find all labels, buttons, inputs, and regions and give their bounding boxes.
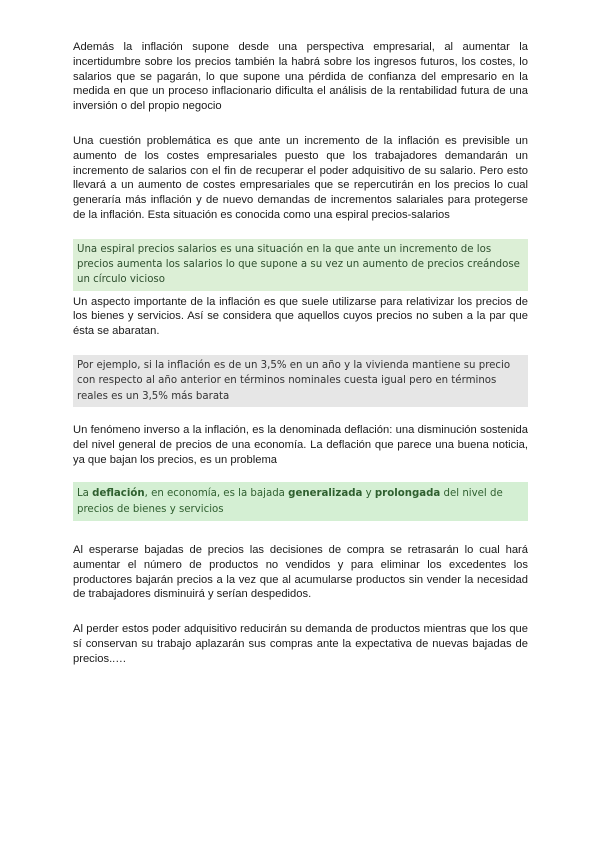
paragraph-reduced-demand: Al perder estos poder adquisitivo reducirán su demanda de productos mientras que los que sí conservan su trabajo aplazarán sus compras ante la expectativa de nuevas bajadas de precios..… [73,623,528,665]
deflation-text-4: del nivel de precios de bienes y servicios [77,488,503,515]
deflation-text-1: La [77,488,93,500]
callout-inflation-example: Por ejemplo, si la inflación es de un 3,5% en un año y la vivienda mantiene su precio con respecto al año anterior en términos nominales cuesta igual pero en términos reales es un 3,5% más barata [73,355,528,407]
callout-spiral-definition: Una espiral precios salarios es una situación en la que ante un incremento de los precios aumenta los salarios lo que supone a su vez un aumento de precios creándose un círculo vicioso [73,239,528,291]
deflation-text-2: , en economía, es la bajada [144,488,289,500]
callout-deflation-definition [73,482,528,521]
deflation-text-3: y [362,488,375,500]
generalizada-term: generalizada [288,488,363,500]
paragraph-relativize-prices: Un aspecto importante de la inflación es que suele utilizarse para relativizar los precios de los bienes y servicios. Así se considera que aquellos cuyos precios no suben a la par que ésta se abaratan. [73,295,528,338]
deflation-term: deflación [92,488,145,500]
paragraph-deflation-intro: Un fenómeno inverso a la inflación, es la denominada deflación: una disminución sostenida del nivel general de precios de una economía. La deflación que parece una buena noticia, ya que bajan los precios, es un problema [73,423,528,466]
paragraph-delayed-purchases: Al esperarse bajadas de precios las decisiones de compra se retrasarán lo cual hará aumentar el número de productos no vendidos y para eliminar los excedentes los productores bajarán precios a la vez que al acumularse productos sin vender la necesidad de trabajadores disminuirá y serían despedidos. [73,543,528,601]
paragraph-inflation-uncertainty: Además la inflación supone desde una perspectiva empresarial, al aumentar la incertidumbre sobre los precios también la habrá sobre los ingresos futuros, los costes, lo salarios que se pagarán, lo que supone una pérdida de confianza del empresario en la medida en que un proceso inflacionario dificulta el análisis de la rentabilidad futura de una inversión o del propio negocio [73,41,528,113]
document-page [73,40,528,667]
paragraph-wage-price-spiral: Una cuestión problemática es que ante un incremento de la inflación es previsible un aumento de los costes empresariales puesto que los trabajadores demandarán un incremento de salarios con el fin de recuperar el poder adquisitivo de su salario. Pero esto llevará a un aumento de costes empresariales que se repercutirán en los precios lo cual generaría más inflación y de nuevo demandas de incrementos salariales para protegerse de la inflación. Esta situación es conocida como una espiral precios-salarios [73,134,528,221]
prolongada-term: prolongada [374,488,441,500]
